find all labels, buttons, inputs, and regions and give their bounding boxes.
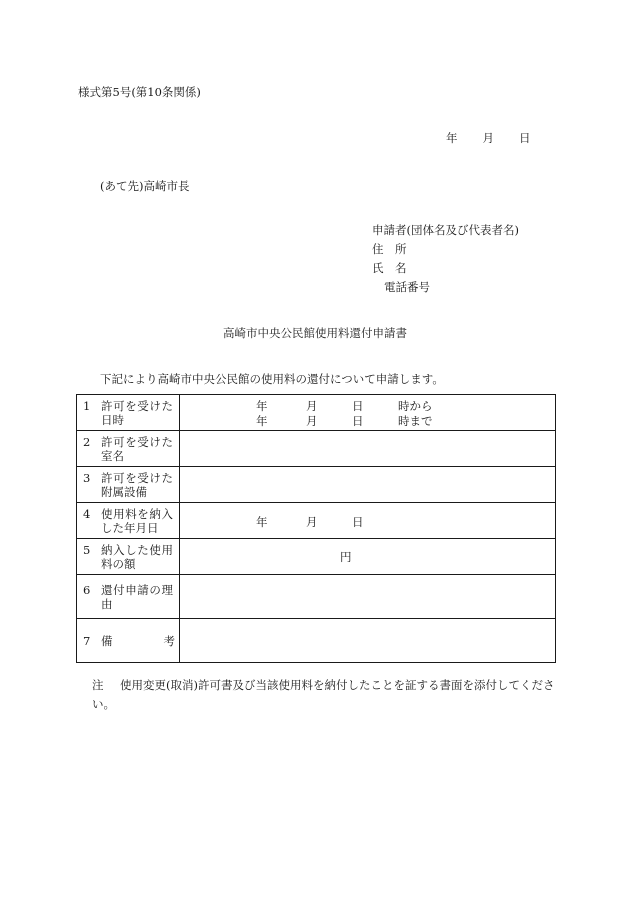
to-month-label: 月	[306, 414, 318, 428]
table-row	[77, 467, 556, 503]
row-number: 4	[83, 506, 91, 521]
row-label	[77, 467, 180, 503]
from-month-label: 月	[306, 399, 318, 413]
row-label	[77, 575, 180, 619]
date-year-label: 年	[446, 131, 458, 145]
intro-text: 下記により高崎市中央公民館の使用料の還付について申請します。	[100, 372, 444, 386]
row-number: 5	[83, 542, 91, 557]
from-year-label: 年	[256, 399, 268, 413]
paid-year-label: 年	[256, 515, 268, 529]
applicant-phone-label: 電話番号	[384, 280, 430, 294]
applicant-address-label: 住 所	[372, 242, 407, 256]
row-label-text: 使用料を納入した年月日	[101, 506, 173, 535]
row-number: 2	[83, 434, 91, 449]
row-label-text: 許可を受けた附属設備	[101, 470, 173, 499]
footnote-marker: 注	[92, 678, 104, 692]
row-label-text: 許可を受けた室名	[101, 434, 173, 463]
row-label	[77, 503, 180, 539]
refund-reason-field[interactable]	[180, 575, 556, 619]
row-number: 1	[83, 398, 91, 413]
row-label-text: 還付申請の理由	[101, 582, 173, 611]
to-year-label: 年	[256, 414, 268, 428]
form-number: 様式第5号(第10条関係)	[78, 85, 201, 99]
row-label-text: 納入した使用料の額	[101, 542, 173, 571]
addressee: (あて先)高崎市長	[100, 179, 190, 193]
yen-unit-label: 円	[340, 550, 352, 564]
row-label	[77, 619, 180, 663]
row-number: 7	[83, 633, 91, 648]
payment-date-field[interactable]	[180, 503, 556, 539]
table-row	[77, 539, 556, 575]
row-label-text-a: 備	[101, 633, 113, 648]
applicant-name-label: 氏 名	[372, 261, 407, 275]
remarks-field[interactable]	[180, 619, 556, 663]
document-title: 高崎市中央公民館使用料還付申請書	[223, 326, 407, 340]
usage-datetime-field[interactable]	[180, 395, 556, 431]
applicant-heading: 申請者(団体名及び代表者名)	[372, 223, 519, 237]
to-time-label: 時まで	[398, 414, 433, 428]
footnote	[92, 676, 562, 714]
from-time-label: 時から	[398, 399, 433, 413]
row-label	[77, 395, 180, 431]
table-row	[77, 431, 556, 467]
table-row	[77, 503, 556, 539]
row-label	[77, 431, 180, 467]
paid-day-label: 日	[352, 515, 364, 529]
date-line	[446, 130, 531, 146]
paid-month-label: 月	[306, 515, 318, 529]
table-row	[77, 575, 556, 619]
room-name-field[interactable]	[180, 431, 556, 467]
from-day-label: 日	[352, 399, 364, 413]
date-month-label: 月	[482, 131, 494, 145]
footnote-text: 使用変更(取消)許可書及び当該使用料を納付したことを証する書面を添付してください。	[92, 678, 555, 711]
row-label	[77, 539, 180, 575]
application-table	[76, 394, 556, 663]
equipment-field[interactable]	[180, 467, 556, 503]
row-number: 6	[83, 582, 91, 597]
fee-amount-field[interactable]	[180, 539, 556, 575]
to-day-label: 日	[352, 414, 364, 428]
applicant-block	[372, 221, 519, 297]
table-row	[77, 619, 556, 663]
row-label-text: 許可を受けた日時	[101, 398, 173, 427]
row-label-text-b: 考	[163, 633, 175, 648]
table-row	[77, 395, 556, 431]
row-number: 3	[83, 470, 91, 485]
date-day-label: 日	[519, 131, 531, 145]
